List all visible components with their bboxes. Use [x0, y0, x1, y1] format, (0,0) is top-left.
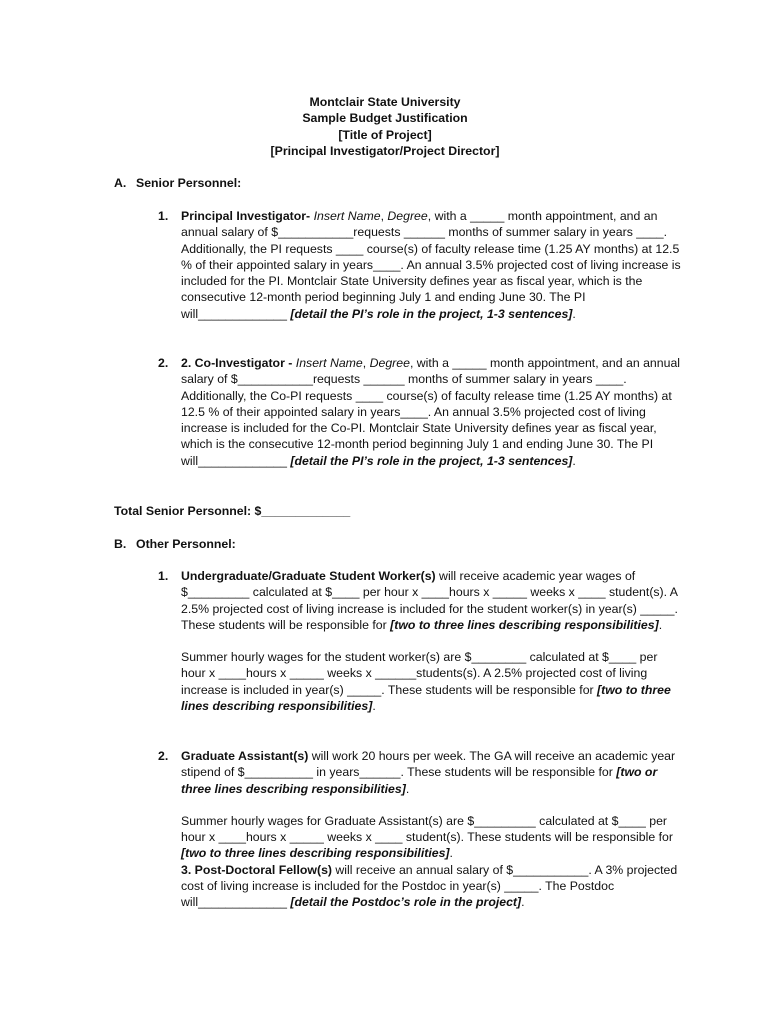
section-a-letter: A. [114, 176, 127, 190]
item-number: 1. [158, 569, 169, 583]
role-label: Principal Investigator- [181, 209, 311, 223]
item-body: , with a _____ month appointment, and an annual salary of $___________requests ______ months of summer salary in years ____. Additionally, the PI requests ____ course(s) of faculty release time (1.25 AY months) at 12.5 % of their appointed salary in years____. An annual 3.5% projected cost of living increase is included for the PI. Montclair State University defines year as fiscal year, which is the consecutive 12-month period beginning July 1 and ending June 30. The PI will_____________ [181, 209, 681, 321]
document-title: Sample Budget Justification [302, 111, 468, 126]
summer-end: . [372, 699, 376, 714]
senior-item-pi [158, 208, 681, 322]
section-b-heading [114, 536, 236, 552]
university-name: Montclair State University [309, 95, 461, 109]
other-item-student-workers [158, 568, 681, 714]
summer-detail: [two to three lines describing responsibilities] [181, 846, 450, 861]
item-detail: [detail the PI’s role in the project, 1-3 sentences] [290, 453, 573, 468]
section-a-heading [114, 175, 241, 191]
postdoc-label: 3. Post-Doctoral Fellow(s) [181, 862, 332, 877]
item-paragraph [181, 208, 681, 322]
total-senior-personnel: Total Senior Personnel: $_____________ [114, 504, 351, 518]
pi-director: [Principal Investigator/Project Director] [270, 143, 500, 158]
item-body: will work 20 hours per week. The GA will receive an academic year stipend of $__________ in years______. These students will be responsible for [181, 749, 676, 780]
section-a-title: Senior Personnel: [136, 176, 242, 190]
name-placeholder: Insert Name [295, 356, 363, 370]
summer-body: Summer hourly wages for Graduate Assistant(s) are $_________ calculated at $____ per hour x ____hours x _____ weeks x ____ student(s). These students will be responsible for [181, 813, 673, 845]
item-detail: [detail the PI’s role in the project, 1-3 sentences] [290, 306, 573, 321]
item-number: 1. [158, 209, 169, 223]
postdoc-end: . [521, 895, 525, 910]
role-label: Graduate Assistant(s) [181, 749, 309, 763]
postdoc-body: will receive an annual salary of $___________. A 3% projected cost of living increase is included for the Postdoc in year(s) _____. The Postdoc will_____________ [181, 862, 678, 910]
role-label: Undergraduate/Graduate Student Worker(s) [181, 569, 436, 583]
item-end: . [572, 453, 576, 468]
section-b-title: Other Personnel: [136, 537, 236, 551]
project-title: [Title of Project] [338, 127, 432, 142]
item-paragraph [181, 568, 681, 633]
summer-paragraph [181, 813, 681, 862]
postdoc-paragraph [181, 862, 681, 911]
item-end: . [572, 306, 576, 321]
role-label: 2. Co-Investigator - [181, 356, 293, 370]
senior-item-co-pi [158, 355, 681, 469]
item-body: , with a _____ month appointment, and an annual salary of $___________requests ______ months of summer salary in years ____. Additionally, the Co-PI requests ____ course(s) of faculty release time (1.25 AY months) at 12.5 % of their appointed salary in years____. An annual 3.5% projected cost of living increase is included for the Co-PI. Montclair State University defines year as fiscal year, which is the consecutive 12-month period beginning July 1 and ending June 30. The PI will_____________ [181, 356, 681, 468]
item-body: will receive academic year wages of $_________ calculated at $____ per hour x ____hours x _____ weeks x ____ student(s). A 2.5% projected cost of living increase is included for the student worker(s) in year(s) _____. These students will be responsible for [181, 569, 678, 632]
item-number: 2. [158, 356, 169, 370]
separator: , [362, 356, 370, 370]
item-number: 2. [158, 749, 169, 763]
item-end: . [405, 781, 410, 796]
degree-placeholder: Degree [387, 209, 428, 223]
degree-placeholder: Degree [369, 356, 410, 370]
separator: , [380, 209, 388, 223]
summer-detail: [two to three lines describing responsibilities] [181, 682, 671, 714]
summer-end: . [449, 846, 453, 861]
summer-body: Summer hourly wages for the student worker(s) are $________ calculated at $____ per hour x ____hours x _____ weeks x ______students(s). A 2.5% projected cost of living increase is included in year(s) _____. These students will be responsible for [181, 650, 658, 697]
postdoc-detail: [detail the Postdoc’s role in the project] [290, 895, 522, 910]
other-item-graduate-assistants [158, 748, 681, 911]
item-end: . [658, 617, 663, 632]
document-header [0, 94, 770, 159]
item-detail: [two to three lines describing responsibilities] [390, 617, 659, 632]
section-b-letter: B. [114, 537, 127, 551]
summer-paragraph [181, 649, 681, 714]
name-placeholder: Insert Name [313, 209, 381, 223]
item-paragraph [181, 355, 681, 469]
item-paragraph [181, 748, 681, 797]
item-detail: [two or three lines describing responsibilities] [181, 765, 658, 796]
